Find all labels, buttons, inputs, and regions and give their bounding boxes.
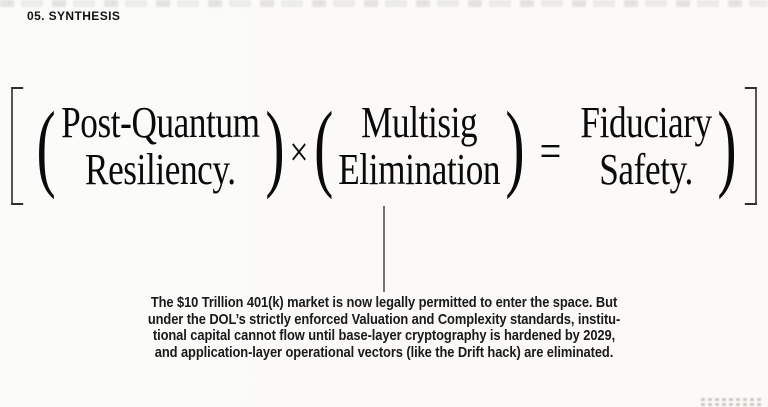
caption-line-2: under the DOL’s strictly enforced Valuation and Complexity standards, institu- — [147, 310, 621, 328]
term1-line1: Post-Quantum — [61, 98, 260, 147]
watermark-line-2 — [701, 403, 763, 406]
close-paren-result: ) — [717, 91, 737, 200]
term-multisig-elimination — [334, 99, 505, 193]
left-square-bracket — [11, 87, 23, 205]
caption-line-4: and application-layer operational vectors (like the Drift hack) are eliminated. — [154, 343, 614, 361]
formula — [0, 84, 768, 208]
right-square-bracket — [745, 87, 757, 205]
result-line2: Safety. — [599, 145, 693, 194]
term2-line1: Multisig — [361, 98, 478, 147]
term-post-quantum-resiliency — [56, 99, 264, 193]
result-line1: Fiduciary — [580, 98, 712, 147]
section-label: 05. SYNTHESIS — [27, 9, 121, 23]
multiplication-sign: × — [289, 130, 309, 176]
caption-line-1: The $10 Trillion 401(k) market is now legally permitted to enter the space. But — [150, 294, 618, 311]
connector-line — [383, 206, 385, 292]
cropped-top-text-strip — [0, 0, 768, 7]
open-paren-term1: ( — [36, 91, 56, 200]
close-paren-term2: ) — [505, 91, 525, 200]
equals-sign: = — [539, 124, 562, 178]
bottom-right-watermark — [701, 396, 763, 406]
open-paren-term2: ( — [313, 91, 333, 200]
caption-paragraph — [54, 295, 714, 361]
caption-line-3: tional capital cannot flow until base-layer cryptography is hardened by 2029, — [152, 327, 616, 344]
term1-line2: Resiliency. — [85, 145, 236, 194]
result-fiduciary-safety — [576, 99, 717, 193]
close-paren-term1: ) — [264, 91, 285, 200]
term2-line2: Elimination — [338, 145, 501, 194]
watermark-line-1 — [701, 398, 763, 401]
